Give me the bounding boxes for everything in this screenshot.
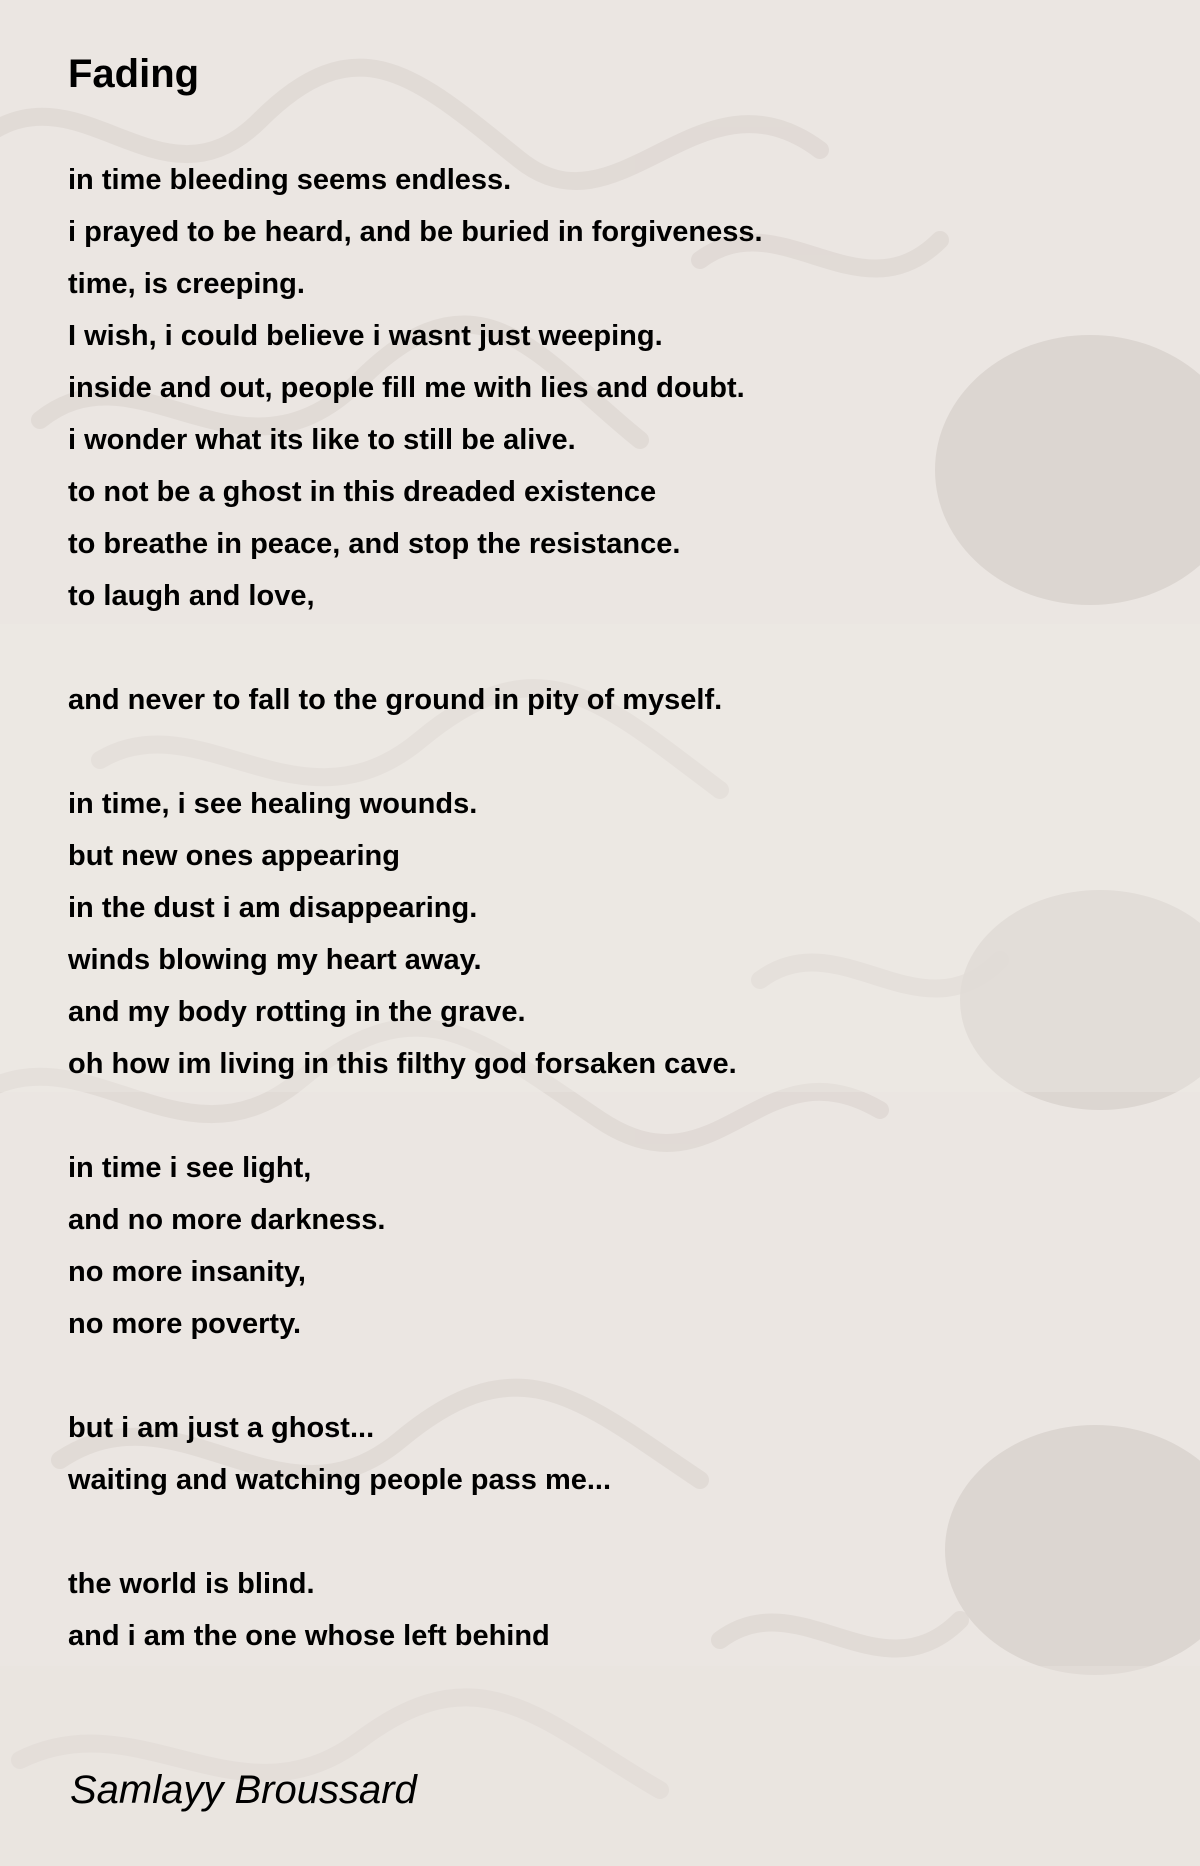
poem-line: and my body rotting in the grave. (68, 996, 526, 1028)
poem-line: but i am just a ghost... (68, 1412, 375, 1444)
poem-line: oh how im living in this filthy god forsaken cave. (68, 1048, 737, 1080)
poem-line: in time bleeding seems endless. (68, 164, 512, 196)
poem-stanza (68, 154, 1168, 622)
poem-stanza (68, 778, 1168, 1090)
poem-line: but new ones appearing (68, 840, 400, 872)
poem-stanza (68, 1142, 1168, 1350)
poem-line: to laugh and love, (68, 580, 315, 612)
poem-line: in time, i see healing wounds. (68, 788, 478, 820)
poem-line: and never to fall to the ground in pity of myself. (68, 684, 723, 716)
poem-line: i wonder what its like to still be alive. (68, 424, 576, 456)
poem-stanza (68, 1402, 1168, 1506)
poem-line: i prayed to be heard, and be buried in forgiveness. (68, 216, 763, 248)
poem-line: in the dust i am disappearing. (68, 892, 478, 924)
poem-stanza (68, 674, 1168, 726)
poem-line: I wish, i could believe i wasnt just weeping. (68, 320, 663, 352)
poem-line: no more poverty. (68, 1308, 302, 1340)
poem-line: no more insanity, (68, 1256, 306, 1288)
poem-line: time, is creeping. (68, 268, 305, 300)
poem-line: and no more darkness. (68, 1204, 386, 1236)
poem-line: to breathe in peace, and stop the resistance. (68, 528, 681, 560)
poem-line: winds blowing my heart away. (68, 944, 482, 976)
poem-line: and i am the one whose left behind (68, 1620, 550, 1652)
poem-line: to not be a ghost in this dreaded existence (68, 476, 657, 508)
poem-stanza (68, 1558, 1168, 1662)
poem-title: Fading (68, 52, 200, 96)
poem-line: the world is blind. (68, 1568, 315, 1600)
poem-author: Samlayy Broussard (70, 1768, 417, 1812)
poem-line: in time i see light, (68, 1152, 312, 1184)
poem-line: inside and out, people fill me with lies and doubt. (68, 372, 745, 404)
poem-line: waiting and watching people pass me... (68, 1464, 612, 1496)
poem-body (68, 154, 1168, 1714)
